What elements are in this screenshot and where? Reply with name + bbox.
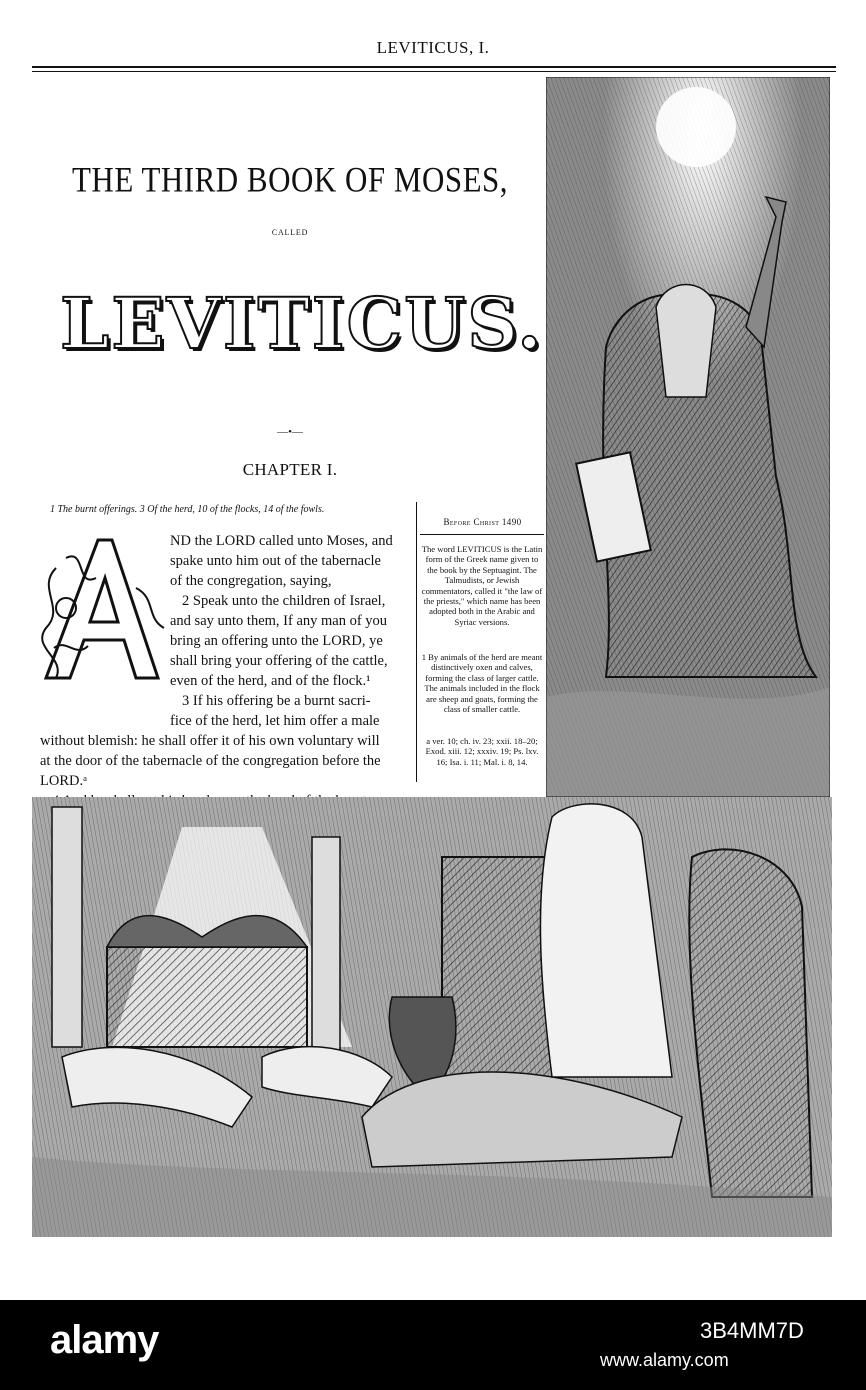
- leviticus-title: LEVITICUS.: [60, 282, 544, 365]
- verse-line-3: of the congregation, saying,: [170, 573, 332, 589]
- header-rule: [32, 66, 836, 68]
- margin-rule: [420, 534, 544, 535]
- moses-engraving-illustration: [546, 77, 830, 797]
- running-head: LEVITICUS, I.: [376, 38, 490, 57]
- verse-line-7: shall bring your offering of the cattle,: [170, 653, 388, 669]
- verse-line-5: and say unto them, If any man of you: [170, 613, 388, 629]
- verse-line-13: LORD.ᵃ: [40, 773, 88, 789]
- chapter-summary: 1 The burnt offerings. 3 Of the herd, 10 of the flocks, 14 of the fowls.: [50, 504, 325, 515]
- chapter-heading: CHAPTER I.: [242, 460, 338, 479]
- verse-line-4: 2 Speak unto the children of Israel,: [182, 593, 386, 609]
- verse-line-2: spake unto him out of the tabernacle: [170, 553, 381, 569]
- image-id: 3B4MM7D: [700, 1318, 804, 1343]
- verse-line-8: even of the herd, and of the flock.¹: [170, 673, 371, 689]
- margin-date: Before Christ 1490: [443, 517, 522, 527]
- title-ornament: —•—: [277, 426, 303, 438]
- book-title: THE THIRD BOOK OF MOSES,: [72, 159, 508, 200]
- verse-line-1: ND the LORD called unto Moses, and: [170, 533, 393, 549]
- header-rule-thin: [32, 71, 836, 72]
- margin-note-references: a ver. 10; ch. iv. 23; xxii. 18–20; Exod. xiii. 12; xxxiv. 19; Ps. lxv. 16; Isa. i. 11; Mal. i. 8, 14.: [425, 736, 539, 767]
- called-label: CALLED: [271, 228, 309, 237]
- margin-note-herd: 1 By animals of the herd are meant distinctively oxen and calves, forming the class of larger cattle. The animals included in the flock are sheep and goats, forming the class of smaller cattle.: [421, 652, 543, 715]
- verse-line-10: fice of the herd, let him offer a male: [170, 713, 380, 729]
- watermark-url: www.alamy.com: [600, 1350, 729, 1370]
- alamy-logo: alamy: [50, 1318, 159, 1362]
- verse-line-9: 3 If his offering be a burnt sacri-: [182, 693, 371, 709]
- verse-line-11: without blemish: he shall offer it of his own voluntary will: [40, 733, 380, 749]
- verse-line-6: bring an offering unto the LORD, ye: [170, 633, 383, 649]
- margin-note-leviticus: The word LEVITICUS is the Latin form of the Greek name given to the book by the Septuagint. The Talmudists, or Jewish commentators, called it "the law of the priests," which name has been adopted both in the Arabic and Syriac versions.: [421, 544, 543, 627]
- margin-divider: [416, 502, 417, 782]
- verse-line-12: at the door of the tabernacle of the congregation before the: [40, 753, 381, 769]
- tabernacle-scene-illustration: [32, 797, 832, 1237]
- dropcap-a-illustration: [36, 528, 168, 688]
